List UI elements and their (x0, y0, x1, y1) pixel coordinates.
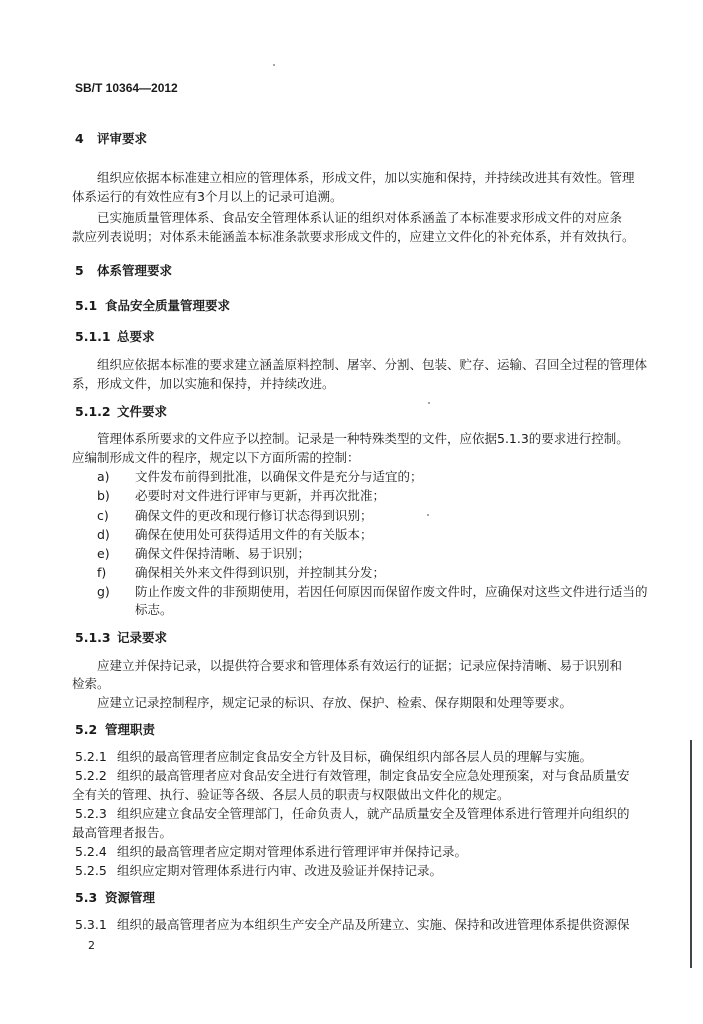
section-title: 文件要求 (117, 404, 168, 419)
list-marker: b) (97, 488, 110, 503)
clause-5-2-3 (75, 806, 630, 822)
list-marker: f) (97, 565, 107, 580)
section-4-p2-line2: 款应列表说明；对体系未能涵盖本标准条款要求形成文件的，应建立文件化的补充体系，并有效执行。 (72, 229, 635, 244)
section-title: 管理职责 (105, 722, 156, 737)
section-number: 5.1.3 (75, 630, 111, 645)
list-item-g (97, 584, 648, 600)
list-text: 确保在使用处可获得适用文件的有关版本； (135, 527, 373, 542)
clause-number: 5.2.5 (75, 863, 107, 878)
section-title: 评审要求 (97, 131, 148, 146)
list-text: 文件发布前得到批准，以确保文件是充分与适宜的； (135, 469, 423, 484)
section-4-p1-line1: 组织应依据本标准建立相应的管理体系，形成文件，加以实施和保持，并持续改进其有效性。管理 (97, 170, 635, 185)
section-5-2-heading (75, 722, 155, 738)
list-marker: g) (97, 584, 110, 599)
section-number: 5 (75, 263, 84, 278)
document-id: SB/T 10364—2012 (75, 81, 178, 95)
clause-number: 5.2.3 (75, 806, 107, 821)
scan-edge-line (690, 740, 692, 968)
list-item-a (97, 469, 423, 485)
clause-5-2-5 (75, 863, 442, 879)
section-4-heading (75, 131, 147, 147)
page-number: 2 (88, 939, 95, 952)
section-number: 5.2 (75, 722, 98, 737)
clause-text: 组织的最高管理者应为本组织生产安全产品及所建立、实施、保持和改进管理体系提供资源保 (117, 917, 630, 932)
list-item-e (97, 546, 310, 562)
section-5-1-2-line2: 应编制形成文件的程序，规定以下方面所需的控制： (72, 450, 360, 465)
clause-number: 5.2.2 (75, 768, 107, 783)
section-5-heading (75, 263, 172, 279)
clause-5-3-1 (75, 917, 630, 933)
list-item-c (97, 508, 373, 524)
section-title: 食品安全质量管理要求 (105, 298, 231, 313)
list-marker: c) (97, 508, 109, 523)
section-title: 总要求 (117, 329, 155, 344)
clause-text: 组织的最高管理者应制定食品安全方针及目标，确保组织内部各层人员的理解与实施。 (117, 749, 593, 764)
clause-5-2-3-line2: 最高管理者报告。 (72, 825, 173, 840)
list-marker: a) (97, 469, 110, 484)
clause-text: 组织的最高管理者应定期对管理体系进行管理评审并保持记录。 (117, 844, 468, 859)
section-5-1-3-line3: 应建立记录控制程序，规定记录的标识、存放、保护、检索、保存期限和处理等要求。 (97, 695, 573, 710)
section-5-1-1-line1: 组织应依据本标准的要求建立涵盖原料控制、屠宰、分割、包装、贮存、运输、召回全过程的管理体 (97, 357, 648, 372)
list-item-f (97, 565, 385, 581)
section-number: 5.3 (75, 890, 98, 905)
section-5-1-3-line2: 检索。 (72, 676, 110, 691)
section-5-1-2-heading (75, 404, 167, 420)
section-number: 5.1.1 (75, 329, 111, 344)
clause-number: 5.3.1 (75, 917, 107, 932)
section-number: 5.1 (75, 298, 98, 313)
section-5-1-2-line1: 管理体系所要求的文件应予以控制。记录是一种特殊类型的文件，应依据5.1.3的要求进行控制。 (97, 431, 629, 446)
scan-speck (428, 402, 430, 404)
list-marker: d) (97, 527, 110, 542)
clause-number: 5.2.1 (75, 749, 107, 764)
list-text: 确保文件保持清晰、易于识别； (135, 546, 311, 561)
list-item-g-continuation: 标志。 (135, 602, 173, 617)
section-5-3-heading (75, 890, 155, 906)
list-item-b (97, 488, 385, 504)
section-title: 体系管理要求 (97, 263, 173, 278)
clause-text: 组织的最高管理者应对食品安全进行有效管理，制定食品安全应急处理预案，对与食品质量安 (117, 768, 630, 783)
clause-5-2-4 (75, 844, 467, 860)
section-number: 5.1.2 (75, 404, 111, 419)
section-number: 4 (75, 131, 84, 146)
section-5-1-1-heading (75, 329, 155, 345)
list-text: 防止作废文件的非预期使用，若因任何原因而保留作废文件时，应确保对这些文件进行适当的 (135, 584, 648, 599)
section-5-1-1-line2: 系，形成文件，加以实施和保持，并持续改进。 (72, 376, 335, 391)
list-text: 确保相关外来文件得到识别，并控制其分发； (135, 565, 386, 580)
scan-speck (427, 514, 429, 516)
section-4-p1-line2: 体系运行的有效性应有3个月以上的记录可追溯。 (72, 189, 343, 204)
clause-number: 5.2.4 (75, 844, 107, 859)
list-marker: e) (97, 546, 110, 561)
scan-speck (273, 64, 275, 66)
clause-text: 组织应建立食品安全管理部门，任命负责人，就产品质量安全及管理体系进行管理并向组织的 (117, 806, 630, 821)
section-title: 记录要求 (117, 630, 168, 645)
clause-5-2-2-line2: 全有关的管理、执行、验证等各级、各层人员的职责与权限做出文件化的规定。 (72, 787, 510, 802)
section-5-1-3-heading (75, 630, 167, 646)
list-text: 必要时对文件进行评审与更新，并再次批准； (135, 488, 386, 503)
list-item-d (97, 527, 373, 543)
section-5-1-heading (75, 298, 230, 314)
section-5-1-3-line1: 应建立并保持记录，以提供符合要求和管理体系有效运行的证据；记录应保持清晰、易于识别和 (97, 658, 623, 673)
list-text: 确保文件的更改和现行修订状态得到识别； (135, 508, 373, 523)
section-4-p2-line1: 已实施质量管理体系、食品安全管理体系认证的组织对体系涵盖了本标准要求形成文件的对应条 (97, 210, 623, 225)
clause-text: 组织应定期对管理体系进行内审、改进及验证并保持记录。 (117, 863, 443, 878)
clause-5-2-1 (75, 749, 592, 765)
clause-5-2-2 (75, 768, 630, 784)
section-title: 资源管理 (105, 890, 156, 905)
